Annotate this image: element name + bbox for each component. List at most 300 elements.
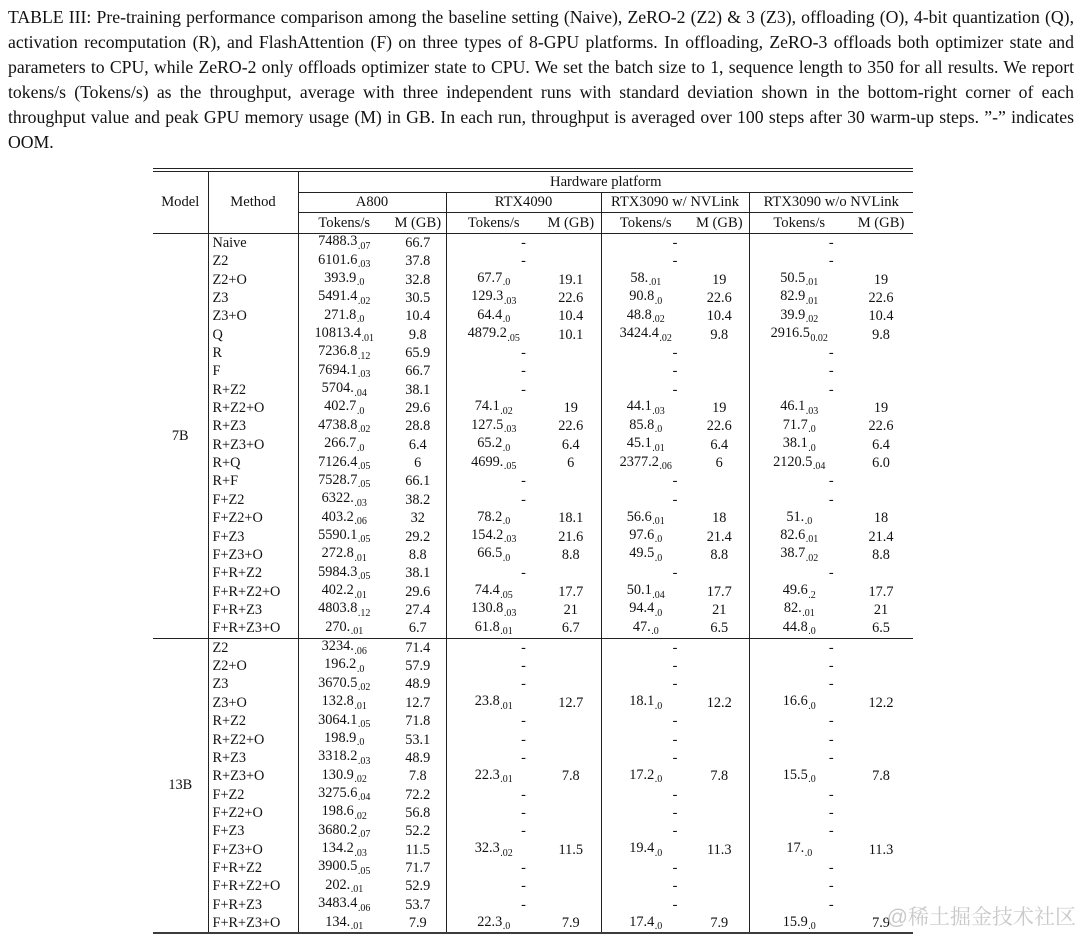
memory-cell: 48.9 bbox=[405, 676, 431, 693]
table-row bbox=[153, 528, 913, 546]
table-row bbox=[153, 381, 913, 399]
memory-cell: 21 bbox=[712, 602, 727, 618]
throughput-value: 15.9 bbox=[782, 913, 808, 930]
std-dev: .0 bbox=[808, 921, 816, 932]
throughput-cell bbox=[298, 804, 390, 822]
method-cell: F+Z2+O bbox=[212, 510, 263, 527]
throughput-value: 44.8 bbox=[782, 618, 808, 635]
throughput-cell bbox=[749, 417, 849, 435]
throughput-cell bbox=[601, 289, 690, 307]
std-dev: .0 bbox=[356, 405, 365, 417]
throughput-cell bbox=[298, 417, 390, 435]
oom-cell: - bbox=[749, 859, 913, 877]
throughput-value: 266.7 bbox=[324, 435, 357, 452]
memory-cell: 6.5 bbox=[872, 620, 890, 637]
memory-cell: 11.5 bbox=[558, 841, 583, 858]
throughput-value: 23.8 bbox=[474, 693, 500, 710]
std-dev: .01 bbox=[805, 277, 819, 289]
memory-cell: 8.8 bbox=[408, 546, 427, 563]
oom-cell: - bbox=[601, 859, 749, 877]
throughput-value: 18.1 bbox=[629, 693, 655, 710]
memory-cell: 6.7 bbox=[408, 620, 427, 637]
table-row bbox=[153, 436, 913, 454]
throughput-value: 17.2 bbox=[629, 766, 655, 783]
std-dev: .01 bbox=[354, 700, 367, 712]
throughput-cell bbox=[601, 767, 690, 785]
std-dev: .02 bbox=[357, 682, 371, 694]
throughput-value: 49.5 bbox=[629, 545, 655, 562]
throughput-cell bbox=[446, 767, 541, 785]
memory-cell: 17.7 bbox=[706, 583, 732, 600]
throughput-value: 5491.4 bbox=[318, 288, 358, 305]
method-cell: R bbox=[212, 344, 223, 361]
method-cell: F+Z2+O bbox=[212, 804, 263, 821]
method-cell: Z3+O bbox=[212, 308, 247, 325]
std-dev: .01 bbox=[350, 921, 364, 932]
method-cell: R+Z2 bbox=[212, 713, 246, 730]
throughput-value: 64.4 bbox=[477, 306, 503, 323]
memory-cell: 22.6 bbox=[558, 418, 584, 435]
memory-cell: 11.3 bbox=[868, 841, 894, 858]
oom-cell: - bbox=[749, 233, 913, 252]
oom-cell: - bbox=[601, 675, 749, 693]
oom-cell: - bbox=[601, 657, 749, 675]
table-row bbox=[153, 822, 913, 840]
throughput-cell bbox=[749, 914, 849, 933]
memory-cell: 32 bbox=[410, 510, 425, 527]
throughput-value: 4803.8 bbox=[318, 600, 358, 617]
oom-cell: - bbox=[446, 859, 601, 877]
col-header-tokens: Tokens/s bbox=[601, 213, 690, 234]
memory-cell: 52.2 bbox=[405, 823, 431, 840]
method-cell: F+Z2 bbox=[212, 491, 245, 508]
throughput-cell bbox=[601, 546, 690, 564]
col-header-platform: RTX4090 bbox=[446, 192, 601, 213]
throughput-cell bbox=[298, 271, 390, 289]
throughput-value: 4738.8 bbox=[318, 416, 358, 433]
throughput-cell bbox=[446, 289, 541, 307]
std-dev: .01 bbox=[648, 277, 662, 289]
std-dev: .05 bbox=[507, 332, 520, 344]
memory-cell: 65.9 bbox=[405, 344, 431, 361]
throughput-value: 66.5 bbox=[477, 545, 503, 562]
std-dev: .0 bbox=[502, 277, 511, 289]
memory-cell: 7.8 bbox=[710, 768, 729, 785]
memory-cell: 21.6 bbox=[558, 528, 584, 545]
method-cell: Z2+O bbox=[212, 271, 247, 288]
method-cell: Z3 bbox=[212, 289, 229, 306]
throughput-cell bbox=[601, 694, 690, 712]
std-dev: .03 bbox=[354, 847, 367, 859]
table-row bbox=[153, 619, 913, 638]
throughput-cell bbox=[601, 583, 690, 601]
col-header-tokens: Tokens/s bbox=[749, 213, 849, 234]
oom-cell: - bbox=[446, 362, 601, 380]
std-dev: .01 bbox=[354, 552, 367, 564]
throughput-value: 7236.8 bbox=[318, 343, 358, 360]
throughput-cell bbox=[298, 712, 390, 730]
std-dev: .0 bbox=[502, 552, 511, 564]
memory-cell: 7.9 bbox=[872, 915, 890, 932]
throughput-cell bbox=[749, 767, 849, 785]
oom-cell: - bbox=[601, 896, 749, 914]
throughput-value: 46.1 bbox=[780, 398, 806, 415]
std-dev: .03 bbox=[805, 405, 819, 417]
memory-cell: 18 bbox=[712, 510, 727, 527]
throughput-cell bbox=[601, 914, 690, 933]
memory-cell: 19 bbox=[563, 400, 578, 417]
throughput-cell bbox=[298, 436, 390, 454]
throughput-cell bbox=[601, 601, 690, 619]
throughput-value: 50.1 bbox=[626, 582, 652, 599]
throughput-cell bbox=[298, 675, 390, 693]
throughput-cell bbox=[298, 307, 390, 325]
throughput-cell bbox=[298, 491, 390, 509]
oom-cell: - bbox=[446, 381, 601, 399]
std-dev: .01 bbox=[500, 774, 513, 786]
throughput-value: 3424.4 bbox=[619, 325, 659, 341]
std-dev: .03 bbox=[357, 369, 371, 381]
col-header-platform: RTX3090 w/o NVLink bbox=[749, 192, 913, 213]
throughput-value: 90.8 bbox=[629, 288, 655, 305]
memory-cell: 9.8 bbox=[408, 326, 427, 343]
memory-cell: 48.9 bbox=[405, 749, 431, 766]
throughput-cell bbox=[749, 694, 849, 712]
method-cell: Z3 bbox=[212, 676, 229, 693]
method-cell: R+Z3+O bbox=[212, 768, 265, 785]
throughput-value: 271.8 bbox=[324, 306, 357, 323]
throughput-value: 402.2 bbox=[321, 582, 354, 599]
std-dev: .06 bbox=[354, 516, 367, 528]
throughput-cell bbox=[749, 454, 849, 472]
throughput-value: 82.9 bbox=[780, 288, 806, 305]
method-cell: R+Z2+O bbox=[212, 731, 265, 748]
std-dev: .04 bbox=[652, 589, 665, 601]
memory-cell: 8.8 bbox=[872, 546, 890, 563]
method-cell: Z2 bbox=[208, 638, 298, 657]
throughput-value: 196.2 bbox=[324, 656, 357, 673]
memory-cell: 38.1 bbox=[405, 565, 431, 582]
throughput-value: 198.6 bbox=[321, 803, 354, 820]
throughput-value: 130.9 bbox=[321, 766, 354, 783]
memory-cell: 6 bbox=[715, 455, 723, 472]
throughput-cell bbox=[298, 583, 390, 601]
memory-cell: 57.9 bbox=[405, 658, 431, 675]
std-dev: .0 bbox=[356, 663, 365, 675]
table-row bbox=[153, 638, 913, 657]
throughput-value: 7488.3 bbox=[318, 233, 358, 250]
throughput-value: 154.2 bbox=[471, 526, 504, 543]
method-cell: F+Z2 bbox=[212, 786, 245, 803]
throughput-value: 48.8 bbox=[626, 306, 652, 323]
throughput-cell bbox=[446, 619, 541, 638]
std-dev: .02 bbox=[357, 424, 371, 436]
oom-cell: - bbox=[446, 564, 601, 582]
memory-cell: 52.9 bbox=[405, 878, 431, 895]
std-dev: .0 bbox=[356, 737, 365, 749]
memory-cell: 17.7 bbox=[558, 583, 584, 600]
throughput-value: 3234. bbox=[321, 638, 354, 655]
std-dev: .02 bbox=[357, 295, 371, 307]
oom-cell: - bbox=[601, 804, 749, 822]
throughput-cell bbox=[601, 841, 690, 859]
std-dev: .03 bbox=[503, 424, 517, 436]
throughput-cell bbox=[749, 528, 849, 546]
throughput-value: 67.7 bbox=[477, 269, 503, 286]
memory-cell: 71.7 bbox=[405, 860, 431, 877]
oom-cell: - bbox=[446, 233, 601, 252]
oom-cell: - bbox=[446, 712, 601, 730]
table-row bbox=[153, 712, 913, 730]
memory-cell: 9.8 bbox=[872, 326, 890, 343]
oom-cell: - bbox=[601, 730, 749, 748]
throughput-cell bbox=[298, 877, 390, 895]
std-dev: .02 bbox=[500, 847, 513, 859]
oom-cell: - bbox=[601, 381, 749, 399]
std-dev: .03 bbox=[652, 405, 665, 417]
table-row bbox=[153, 326, 913, 344]
throughput-value: 5590.1 bbox=[318, 526, 358, 543]
throughput-value: 4699. bbox=[471, 453, 504, 470]
throughput-cell bbox=[298, 841, 390, 859]
memory-cell: 19 bbox=[873, 271, 889, 288]
throughput-value: 7694.1 bbox=[318, 361, 358, 378]
memory-cell: 66.7 bbox=[405, 363, 431, 380]
throughput-cell bbox=[298, 472, 390, 490]
throughput-cell bbox=[446, 509, 541, 527]
table-row bbox=[153, 675, 913, 693]
throughput-value: 3318.2 bbox=[318, 748, 358, 765]
col-header-platform: RTX3090 w/ NVLink bbox=[601, 192, 749, 213]
throughput-cell bbox=[749, 289, 849, 307]
std-dev: .0 bbox=[654, 534, 663, 546]
oom-cell: - bbox=[446, 822, 601, 840]
std-dev: .0 bbox=[356, 442, 365, 454]
oom-cell: - bbox=[749, 657, 913, 675]
throughput-value: 17.4 bbox=[629, 913, 655, 930]
table-row bbox=[153, 564, 913, 582]
oom-cell: - bbox=[446, 877, 601, 895]
table-row bbox=[153, 491, 913, 509]
throughput-value: 202. bbox=[325, 876, 351, 893]
throughput-value: 3670.5 bbox=[318, 674, 358, 691]
oom-cell: - bbox=[749, 786, 913, 804]
col-header-tokens: Tokens/s bbox=[446, 213, 541, 234]
throughput-value: 132.8 bbox=[321, 693, 354, 710]
oom-cell: - bbox=[446, 657, 601, 675]
table-row bbox=[153, 289, 913, 307]
table-row bbox=[153, 601, 913, 619]
throughput-value: 2377.2 bbox=[619, 453, 659, 470]
std-dev: .03 bbox=[503, 534, 517, 546]
throughput-cell bbox=[298, 638, 390, 657]
throughput-value: 5984.3 bbox=[318, 563, 358, 580]
memory-cell: 22.6 bbox=[868, 418, 894, 435]
oom-cell: - bbox=[601, 638, 749, 657]
table-header bbox=[153, 170, 913, 233]
std-dev: .0 bbox=[804, 516, 813, 528]
memory-cell: 19 bbox=[712, 400, 727, 417]
throughput-value: 134. bbox=[325, 913, 351, 930]
oom-cell: - bbox=[749, 381, 913, 399]
std-dev: .0 bbox=[808, 700, 816, 712]
std-dev: .01 bbox=[354, 589, 367, 601]
throughput-value: 129.3 bbox=[471, 288, 504, 305]
std-dev: .05 bbox=[357, 479, 371, 491]
oom-cell: - bbox=[601, 786, 749, 804]
throughput-cell bbox=[298, 749, 390, 767]
memory-cell: 7.9 bbox=[561, 915, 580, 932]
table-row bbox=[153, 749, 913, 767]
std-dev: .05 bbox=[503, 461, 517, 473]
col-header-hardware-platform: Hardware platform bbox=[298, 170, 913, 192]
memory-cell: 29.2 bbox=[405, 528, 431, 545]
memory-cell: 37.8 bbox=[405, 253, 431, 270]
method-cell: F+R+Z2+O bbox=[212, 583, 281, 600]
throughput-cell bbox=[749, 326, 849, 344]
memory-cell: 53.1 bbox=[405, 731, 431, 748]
std-dev: .0 bbox=[502, 921, 511, 932]
std-dev: .02 bbox=[805, 552, 819, 564]
throughput-cell bbox=[298, 252, 390, 270]
oom-cell: - bbox=[749, 877, 913, 895]
method-cell: F+Z3+O bbox=[212, 546, 263, 563]
method-cell: F+R+Z2 bbox=[212, 860, 262, 877]
memory-cell: 38.1 bbox=[405, 381, 431, 398]
throughput-value: 2916.5 bbox=[770, 325, 810, 341]
std-dev: .01 bbox=[500, 626, 513, 638]
throughput-cell bbox=[601, 417, 690, 435]
std-dev: .0 bbox=[651, 626, 659, 638]
std-dev: .03 bbox=[503, 295, 517, 307]
throughput-cell bbox=[298, 326, 390, 344]
std-dev: .0 bbox=[502, 516, 511, 528]
table-row bbox=[153, 233, 913, 252]
memory-cell: 56.8 bbox=[405, 804, 431, 821]
throughput-cell bbox=[298, 381, 390, 399]
method-cell: F+Z3 bbox=[212, 528, 245, 545]
throughput-cell bbox=[446, 546, 541, 564]
memory-cell: 7.8 bbox=[561, 768, 580, 785]
throughput-cell bbox=[298, 399, 390, 417]
memory-cell: 8.8 bbox=[561, 546, 580, 563]
table-row bbox=[153, 583, 913, 601]
throughput-cell bbox=[601, 528, 690, 546]
oom-cell: - bbox=[446, 675, 601, 693]
memory-cell: 71.8 bbox=[405, 713, 431, 730]
throughput-cell bbox=[446, 694, 541, 712]
memory-cell: 12.7 bbox=[558, 694, 584, 711]
throughput-value: 50.5 bbox=[780, 269, 806, 286]
memory-cell: 71.4 bbox=[390, 638, 446, 657]
oom-cell: - bbox=[601, 233, 749, 252]
std-dev: .03 bbox=[354, 497, 367, 509]
method-cell: F+R+Z3+O bbox=[212, 620, 281, 637]
std-dev: .05 bbox=[500, 589, 513, 601]
memory-cell: 28.8 bbox=[405, 418, 431, 435]
std-dev: 0.02 bbox=[810, 332, 828, 344]
memory-cell: 19.1 bbox=[558, 271, 584, 288]
model-cell: 7B bbox=[153, 233, 208, 638]
table-row bbox=[153, 546, 913, 564]
throughput-cell bbox=[601, 454, 690, 472]
throughput-cell bbox=[601, 326, 690, 344]
throughput-cell bbox=[749, 546, 849, 564]
memory-cell: 12.2 bbox=[706, 694, 732, 711]
table-row bbox=[153, 767, 913, 785]
method-cell: F bbox=[212, 363, 221, 380]
table-body bbox=[153, 233, 913, 933]
col-header-model: Model bbox=[153, 170, 208, 233]
memory-cell: 38.2 bbox=[405, 491, 431, 508]
throughput-cell bbox=[298, 859, 390, 877]
throughput-value: 270. bbox=[325, 618, 351, 635]
std-dev: .06 bbox=[357, 902, 371, 914]
memory-cell: 11.3 bbox=[707, 841, 732, 858]
throughput-value: 47. bbox=[632, 618, 651, 635]
std-dev: .07 bbox=[357, 240, 371, 252]
oom-cell: - bbox=[749, 749, 913, 767]
memory-cell: 12.7 bbox=[405, 694, 431, 711]
table-row bbox=[153, 730, 913, 748]
std-dev: .0 bbox=[654, 700, 663, 712]
method-cell: Z2 bbox=[212, 253, 229, 270]
std-dev: .0 bbox=[356, 314, 365, 326]
col-header-memory: M (GB) bbox=[690, 213, 749, 234]
table-row bbox=[153, 657, 913, 675]
std-dev: .0 bbox=[654, 424, 663, 436]
oom-cell: - bbox=[749, 804, 913, 822]
method-cell: Q bbox=[212, 326, 223, 343]
table-row bbox=[153, 694, 913, 712]
throughput-value: 45.1 bbox=[626, 435, 652, 452]
throughput-cell bbox=[749, 509, 849, 527]
throughput-value: 2120.5 bbox=[773, 453, 813, 470]
throughput-cell bbox=[601, 509, 690, 527]
table-row bbox=[153, 877, 913, 895]
table-row bbox=[153, 454, 913, 472]
throughput-value: 61.8 bbox=[474, 618, 500, 635]
oom-cell: - bbox=[749, 675, 913, 693]
table-row bbox=[153, 841, 913, 859]
std-dev: .12 bbox=[357, 350, 371, 362]
throughput-value: 38.1 bbox=[782, 435, 808, 452]
throughput-cell bbox=[446, 583, 541, 601]
memory-cell: 10.4 bbox=[405, 308, 431, 325]
throughput-cell bbox=[446, 399, 541, 417]
throughput-cell bbox=[298, 767, 390, 785]
col-header-method: Method bbox=[208, 170, 298, 233]
memory-cell: 10.1 bbox=[558, 326, 584, 343]
std-dev: .01 bbox=[805, 534, 819, 546]
oom-cell: - bbox=[601, 749, 749, 767]
std-dev: .01 bbox=[350, 884, 364, 896]
table-row bbox=[153, 271, 913, 289]
throughput-value: 6322. bbox=[321, 490, 354, 507]
throughput-value: 32.3 bbox=[474, 840, 500, 857]
memory-cell: 66.7 bbox=[405, 234, 431, 251]
std-dev: .01 bbox=[350, 626, 364, 638]
throughput-value: 3064.1 bbox=[318, 711, 358, 728]
oom-cell: - bbox=[601, 564, 749, 582]
oom-cell: - bbox=[446, 638, 601, 657]
throughput-value: 49.6 bbox=[782, 582, 808, 599]
throughput-value: 78.2 bbox=[477, 508, 503, 525]
throughput-cell bbox=[298, 822, 390, 840]
std-dev: .04 bbox=[812, 461, 826, 473]
throughput-cell bbox=[749, 583, 849, 601]
std-dev: .06 bbox=[354, 645, 367, 657]
